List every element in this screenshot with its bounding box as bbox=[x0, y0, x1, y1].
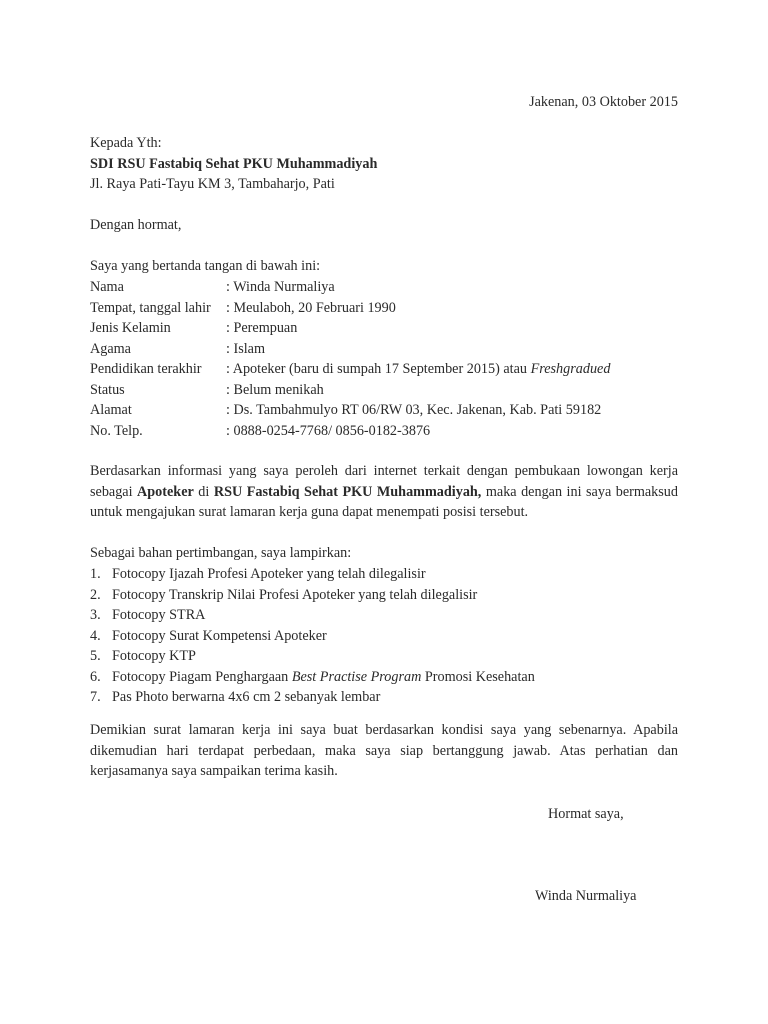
closing: Hormat saya, bbox=[548, 806, 624, 822]
signer-name: Winda Nurmaliya bbox=[535, 888, 637, 904]
field-label: Nama bbox=[90, 279, 124, 295]
paragraph1-part1: Berdasarkan informasi yang saya peroleh dari internet terkait dengan pembukaan lowongan kerja sebagai bbox=[90, 463, 678, 500]
field-row bbox=[90, 298, 678, 319]
list-text-after: Promosi Kesehatan bbox=[421, 668, 535, 685]
list-number: 5. bbox=[90, 648, 101, 664]
greeting: Dengan hormat, bbox=[90, 217, 182, 233]
list-number: 3. bbox=[90, 607, 101, 623]
field-value: : Perempuan bbox=[226, 320, 298, 336]
applicant-fields bbox=[90, 277, 678, 441]
list-item bbox=[90, 585, 678, 606]
list-item bbox=[90, 646, 678, 667]
list-text: Fotocopy Surat Kompetensi Apoteker bbox=[112, 627, 327, 644]
field-value-italic: Freshgradued bbox=[530, 361, 611, 377]
intro-text: Saya yang bertanda tangan di bawah ini: bbox=[90, 258, 321, 274]
list-item bbox=[90, 605, 678, 626]
field-value: : Winda Nurmaliya bbox=[226, 279, 335, 295]
field-value bbox=[226, 359, 610, 380]
field-value: : Islam bbox=[226, 340, 266, 357]
field-row bbox=[90, 277, 678, 298]
list-item bbox=[90, 667, 678, 688]
list-item bbox=[90, 687, 678, 708]
recipient-salutation: Kepada Yth: bbox=[90, 135, 162, 151]
list-text: Fotocopy KTP bbox=[112, 648, 196, 664]
list-number: 4. bbox=[90, 627, 101, 644]
field-row bbox=[90, 400, 678, 421]
field-value: : Meulaboh, 20 Februari 1990 bbox=[226, 299, 396, 316]
list-text: Pas Photo berwarna 4x6 cm 2 sebanyak lembar bbox=[112, 689, 381, 705]
body-paragraph-1 bbox=[90, 461, 678, 523]
field-row bbox=[90, 359, 678, 380]
field-row bbox=[90, 339, 678, 360]
body-paragraph-2: Demikian surat lamaran kerja ini saya buat berdasarkan kondisi saya yang sebenarnya. Apabila dikemudian hari terdapat perbedaan, maka saya siap bertanggung jawab. Atas perhatian dan kerjasamanya saya sampaikan terima kasih. bbox=[90, 722, 678, 779]
recipient-name: SDI RSU Fastabiq Sehat PKU Muhammadiyah bbox=[90, 155, 378, 172]
list-text: Fotocopy Ijazah Profesi Apoteker yang telah dilegalisir bbox=[112, 566, 426, 582]
list-item bbox=[90, 626, 678, 647]
attachments-intro: Sebagai bahan pertimbangan, saya lampirkan: bbox=[90, 545, 352, 561]
recipient-address: Jl. Raya Pati-Tayu KM 3, Tambaharjo, Pati bbox=[90, 176, 335, 192]
field-value: : Ds. Tambahmulyo RT 06/RW 03, Kec. Jakenan, Kab. Pati 59182 bbox=[226, 402, 602, 418]
list-number: 6. bbox=[90, 668, 101, 685]
field-label: Alamat bbox=[90, 402, 132, 418]
list-text-italic: Best Practise Program bbox=[291, 668, 422, 685]
field-row bbox=[90, 318, 678, 339]
field-value: : Belum menikah bbox=[226, 381, 324, 398]
institution-name: RSU Fastabiq Sehat PKU Muhammadiyah, bbox=[213, 483, 482, 500]
list-text: Fotocopy Transkrip Nilai Profesi Apoteker yang telah dilegalisir bbox=[112, 586, 478, 603]
field-label: Pendidikan terakhir bbox=[90, 361, 202, 377]
field-row bbox=[90, 380, 678, 401]
field-row bbox=[90, 421, 678, 442]
place-date: Jakenan, 03 Oktober 2015 bbox=[529, 94, 678, 110]
list-number: 1. bbox=[90, 566, 101, 582]
paragraph1-part3: maka dengan ini saya bermaksud untuk mengajukan surat lamaran kerja guna dapat menempati posisi tersebut. bbox=[90, 483, 678, 520]
recipient-block bbox=[90, 133, 678, 195]
paragraph1-part2: di bbox=[193, 483, 214, 500]
list-item bbox=[90, 564, 678, 585]
position-name: Apoteker bbox=[137, 483, 194, 500]
field-label: No. Telp. bbox=[90, 422, 143, 439]
field-label: Status bbox=[90, 381, 125, 398]
field-value-text: : Apoteker (baru di sumpah 17 September 2015) atau bbox=[226, 361, 531, 377]
list-text: Fotocopy STRA bbox=[112, 607, 206, 623]
field-value: : 0888-0254-7768/ 0856-0182-3876 bbox=[226, 422, 431, 439]
field-label: Agama bbox=[90, 340, 131, 357]
field-label: Tempat, tanggal lahir bbox=[90, 299, 211, 316]
field-label: Jenis Kelamin bbox=[90, 320, 171, 336]
list-text bbox=[112, 667, 535, 688]
attachments-list bbox=[90, 564, 678, 708]
list-number: 2. bbox=[90, 586, 101, 603]
list-text-part: Fotocopy Piagam Penghargaan bbox=[112, 668, 292, 685]
list-number: 7. bbox=[90, 689, 101, 705]
